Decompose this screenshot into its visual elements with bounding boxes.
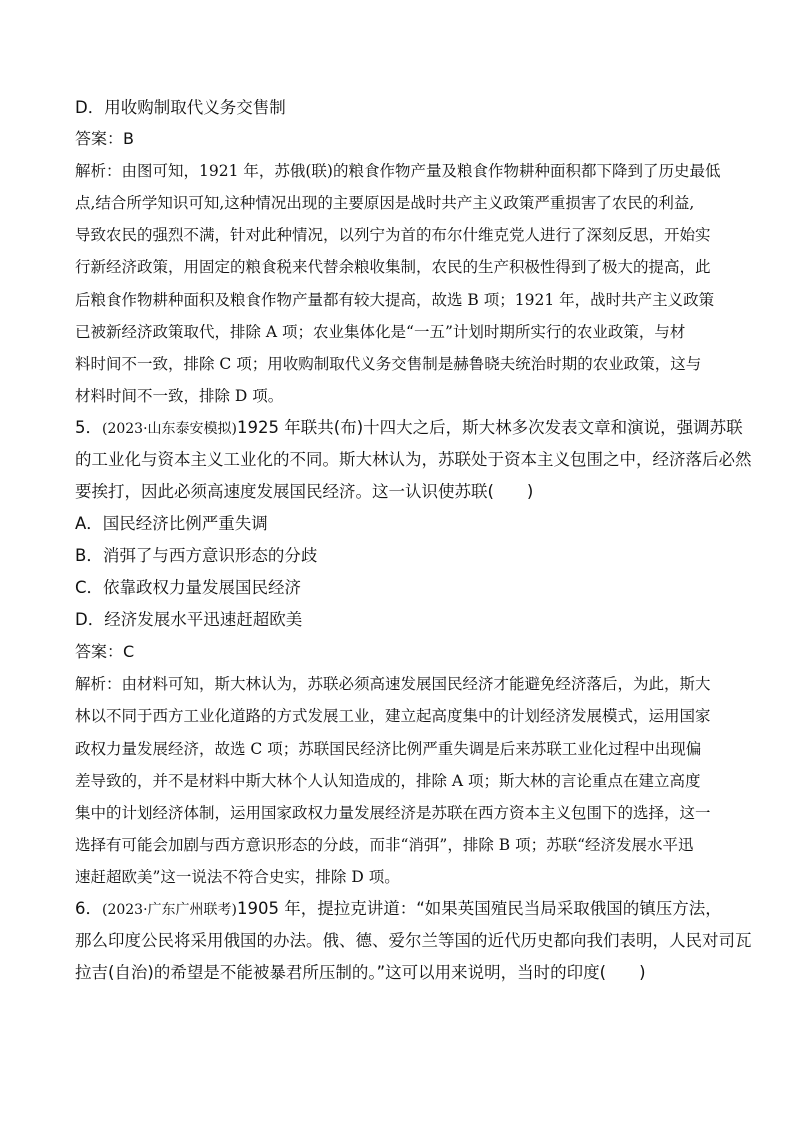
question-source: (2023·广东广州联考) [102, 902, 238, 918]
answer-label: 答案： [75, 642, 124, 661]
q5-analysis-line: 解析：由材料可知，斯大林认为，苏联必须高速发展国民经济才能避免经济落后，为此，斯大 [75, 675, 711, 693]
q6-stem-line: 那么印度公民将采用俄国的办法。俄、德、爱尔兰等国的近代历史都向我们表明，人民对司瓦 [75, 931, 752, 950]
question-number: 5． [75, 418, 102, 437]
q5-analysis-line: 集中的计划经济体制，运用国家政权力量发展经济是苏联在西方资本主义包围下的选择，这一 [75, 804, 711, 822]
q5-stem-line: 的工业化与资本主义工业化的不同。斯大林认为，苏联处于资本主义包围之中，经济落后必然 [75, 450, 752, 469]
q4-analysis-line: 已被新经济政策取代，排除 A 项；农业集体化是“一五”计划时期所实行的农业政策，与材 [75, 323, 686, 341]
q5-analysis-line: 选择有可能会加剧与西方意识形态的分歧，而非“消弭”，排除 B 项；苏联“经济发展水平迅 [75, 836, 694, 854]
q4-analysis-line: 导致农民的强烈不满，针对此种情况，以列宁为首的布尔什维克党人进行了深刻反思，开始实 [75, 226, 711, 244]
q5-analysis-line: 政权力量发展经济，故选 C 项；苏联国民经济比例严重失调是后来苏联工业化过程中出现偏 [75, 740, 702, 758]
q5-analysis-line: 林以不同于西方工业化道路的方式发展工业，建立起高度集中的计划经济发展模式，运用国家 [75, 707, 711, 725]
q5-option-d: D．经济发展水平迅速赶超欧美 [75, 610, 303, 629]
answer-label: 答案： [75, 129, 124, 148]
q5-option-a: A．国民经济比例严重失调 [75, 514, 268, 533]
q5-stem-line: 5．(2023·山东泰安模拟)1925 年联共(布)十四大之后，斯大林多次发表文章和演说，强调苏联 [75, 418, 743, 437]
analysis-label: 解析： [75, 162, 122, 180]
q5-analysis-line: 差导致的，并不是材料中斯大林个人认知造成的，排除 A 项；斯大林的言论重点在建立高度 [75, 772, 701, 790]
q5-stem-line: 要挨打，因此必须高速度发展国民经济。这一认识使苏联( ) [75, 482, 534, 501]
q4-answer [75, 129, 725, 149]
q4-option-d: D．用收购制取代义务交售制 [75, 98, 286, 117]
q4-analysis-line: 解析：由图可知，1921 年，苏俄(联)的粮食作物产量及粮食作物耕种面积都下降到了历史最低 [75, 162, 721, 180]
q6-stem-line: 拉吉(自治)的希望是不能被暴君所压制的。”这可以用来说明，当时的印度( ) [75, 963, 646, 982]
answer-value: B [123, 129, 134, 148]
q4-analysis-line: 材料时间不一致，排除 D 项。 [75, 387, 284, 405]
q4-analysis-line: 点,结合所学知识可知,这种情况出现的主要原因是战时共产主义政策严重损害了农民的利益, [75, 194, 695, 212]
q6-stem-line: 6．(2023·广东广州联考)1905 年，提拉克讲道：“如果英国殖民当局采取俄国的镇压方法， [75, 899, 722, 918]
q5-answer [75, 642, 725, 662]
q4-analysis-line: 后粮食作物耕种面积及粮食作物产量都有较大提高，故选 B 项；1921 年，战时共产主义政策 [75, 291, 715, 309]
q5-option-b: B．消弭了与西方意识形态的分歧 [75, 546, 318, 565]
question-number: 6． [75, 899, 102, 918]
q4-analysis-line: 行新经济政策，用固定的粮食税来代替余粮收集制，农民的生产积极性得到了极大的提高，此 [75, 258, 711, 276]
analysis-label: 解析： [75, 675, 122, 693]
answer-value: C [123, 642, 135, 661]
q5-option-c: C．依靠政权力量发展国民经济 [75, 578, 302, 597]
question-source: (2023·山东泰安模拟) [102, 421, 238, 437]
q5-analysis-line: 速赶超欧美”这一说法不符合史实，排除 D 项。 [75, 868, 400, 886]
q4-analysis-line: 料时间不一致，排除 C 项；用收购制取代义务交售制是赫鲁晓夫统治时期的农业政策，这与 [75, 355, 702, 373]
